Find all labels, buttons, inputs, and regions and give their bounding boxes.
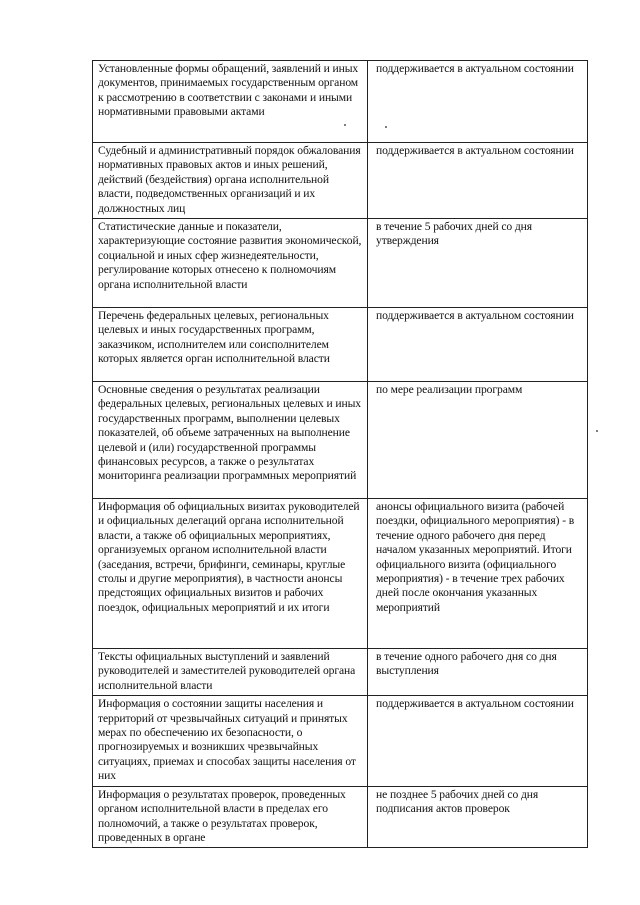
period-cell: по мере реализации программ (368, 382, 588, 499)
period-cell: в течение одного рабочего дня со дня выступления (368, 649, 588, 696)
table-row (93, 786, 588, 848)
info-cell: Информация о состоянии защиты населения и территорий от чрезвычайных ситуаций и принятых мерах по обеспечению их безопасности, о прогнозируемых и возникших чрезвычайных ситуациях, приемах и способах защиты населения от них (93, 696, 368, 786)
table-row (93, 219, 588, 308)
info-cell: Судебный и административный порядок обжалования нормативных правовых актов и иных решений, действий (бездействия) органа исполнительной власти, подведомственных организаций и их должностных лиц (93, 143, 368, 219)
table-row (93, 61, 588, 143)
period-cell: не позднее 5 рабочих дней со дня подписания актов проверок (368, 786, 588, 848)
info-cell: Тексты официальных выступлений и заявлений руководителей и заместителей руководителей органа исполнительной власти (93, 649, 368, 696)
info-cell: Информация о результатах проверок, проведенных органом исполнительной власти в пределах его полномочий, а также о результатах проверок, проведенных в органе (93, 786, 368, 848)
period-cell: поддерживается в актуальном состоянии (368, 143, 588, 219)
period-cell: в течение 5 рабочих дней со дня утверждения (368, 219, 588, 308)
info-cell: Информация об официальных визитах руководителей и официальных делегаций органа исполнительной власти, а также об официальных мероприятиях, организуемых органом исполнительной власти (заседания, встречи, брифинги, семинары, круглые столы и другие мероприятия), в частности анонсы предстоящих официальных визитов и рабочих поездок, официальных мероприятий и их итоги (93, 499, 368, 649)
table-row (93, 649, 588, 696)
info-cell: Установленные формы обращений, заявлений и иных документов, принимаемых государственным органом к рассмотрению в соответствии с законами и иными нормативными правовыми актами (93, 61, 368, 143)
info-cell: Статистические данные и показатели, характеризующие состояние развития экономической, социальной и иных сфер жизнедеятельности, регулирование которых отнесено к полномочиям органа исполнительной власти (93, 219, 368, 308)
period-cell: поддерживается в актуальном состоянии (368, 308, 588, 382)
table-row (93, 143, 588, 219)
table-row (93, 308, 588, 382)
scan-speck (344, 124, 346, 126)
table-row (93, 382, 588, 499)
information-table (92, 60, 588, 848)
info-cell: Основные сведения о результатах реализации федеральных целевых, региональных целевых и иных государственных программ, выполнении целевых показателей, об объеме затраченных на выполнение целевой и (или) государственной программы финансовых ресурсов, а также о результатах мониторинга реализации программных мероприятий (93, 382, 368, 499)
table-row (93, 499, 588, 649)
period-cell: анонсы официального визита (рабочей поездки, официального мероприятия) - в течение одного рабочего дня перед началом указанных мероприятий. Итоги официального визита (официального мероприятия) - в течение трех рабочих дней после окончания указанных мероприятий (368, 499, 588, 649)
scan-speck (596, 430, 598, 432)
scan-speck (385, 126, 387, 128)
period-cell: поддерживается в актуальном состоянии (368, 61, 588, 143)
period-cell: поддерживается в актуальном состоянии (368, 696, 588, 786)
table-row (93, 696, 588, 786)
info-cell: Перечень федеральных целевых, региональных целевых и иных государственных программ, заказчиком, исполнителем или соисполнителем которых является орган исполнительной власти (93, 308, 368, 382)
